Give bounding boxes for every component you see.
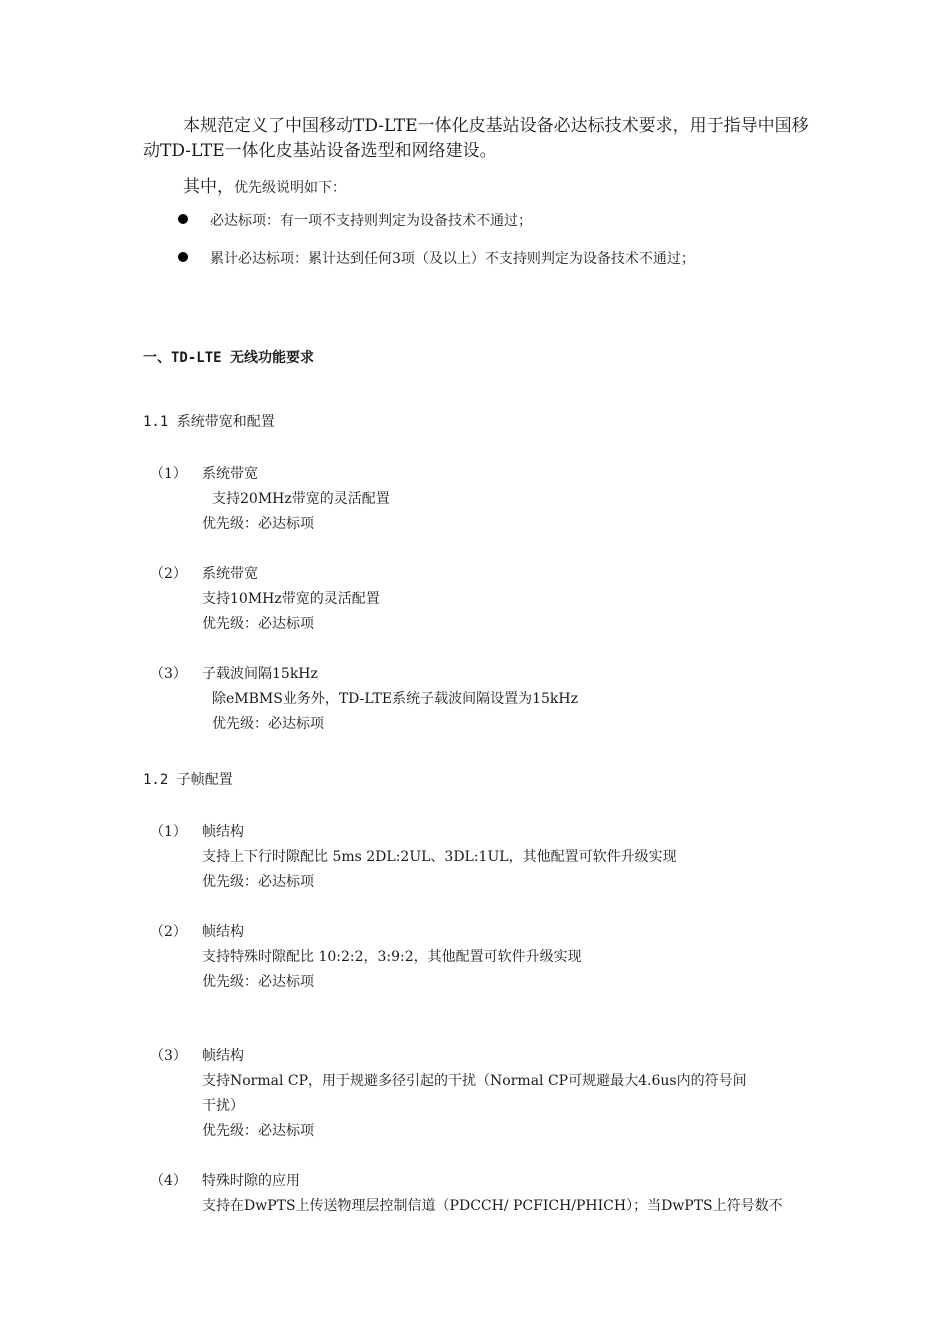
bullet-dot-icon bbox=[178, 214, 188, 224]
item-description: 支持上下行时隙配比 5ms 2DL:2UL、3DL:1UL，其他配置可软件升级实现 bbox=[202, 849, 677, 865]
subsection-heading: 1.2 子帧配置 bbox=[143, 772, 233, 788]
item-description-continued: 干扰） bbox=[202, 1098, 244, 1114]
priority-note-lead: 其中， bbox=[183, 177, 234, 197]
bullet-dot-icon bbox=[178, 252, 188, 262]
item-priority: 优先级：必达标项 bbox=[202, 874, 314, 890]
item-priority: 优先级：必达标项 bbox=[202, 516, 314, 532]
item-priority: 优先级：必达标项 bbox=[212, 716, 324, 732]
priority-note bbox=[183, 172, 346, 197]
item-title: 帧结构 bbox=[202, 824, 244, 840]
subsection-heading: 1.1 系统带宽和配置 bbox=[143, 414, 275, 430]
item-number: （1） bbox=[150, 466, 187, 482]
item-priority: 优先级：必达标项 bbox=[202, 974, 314, 990]
item-title: 特殊时隙的应用 bbox=[202, 1173, 300, 1189]
priority-note-text: 优先级说明如下： bbox=[234, 180, 346, 196]
item-number: （2） bbox=[150, 566, 187, 582]
item-title: 帧结构 bbox=[202, 1048, 244, 1064]
item-priority: 优先级：必达标项 bbox=[202, 616, 314, 632]
item-description: 支持特殊时隙配比 10:2:2，3:9:2，其他配置可软件升级实现 bbox=[202, 949, 582, 965]
item-title: 系统带宽 bbox=[202, 566, 258, 582]
item-number: （4） bbox=[150, 1173, 187, 1189]
bullet-text: 必达标项：有一项不支持则判定为设备技术不通过； bbox=[210, 213, 532, 229]
item-title: 系统带宽 bbox=[202, 466, 258, 482]
item-number: （2） bbox=[150, 924, 187, 940]
item-description: 支持Normal CP，用于规避多径引起的干扰（Normal CP可规避最大4.6us内的符号间 bbox=[202, 1073, 747, 1089]
item-priority: 优先级：必达标项 bbox=[202, 1123, 314, 1139]
item-number: （1） bbox=[150, 824, 187, 840]
bullet-text: 累计必达标项：累计达到任何3项（及以上）不支持则判定为设备技术不通过； bbox=[210, 251, 695, 267]
item-number: （3） bbox=[150, 666, 187, 682]
item-title: 子载波间隔15kHz bbox=[202, 666, 318, 682]
intro-paragraph: 本规范定义了中国移动TD-LTE一体化皮基站设备必达标技术要求，用于指导中国移动TD-LTE一体化皮基站设备选型和网络建设。 bbox=[143, 116, 809, 161]
item-description: 除eMBMS业务外，TD-LTE系统子载波间隔设置为15kHz bbox=[212, 691, 578, 707]
bullet-item bbox=[178, 248, 695, 268]
item-number: （3） bbox=[150, 1048, 187, 1064]
section-heading: 一、TD-LTE 无线功能要求 bbox=[143, 350, 315, 366]
bullet-item bbox=[178, 210, 532, 230]
item-description: 支持10MHz带宽的灵活配置 bbox=[202, 591, 380, 607]
item-description: 支持20MHz带宽的灵活配置 bbox=[212, 491, 390, 507]
item-title: 帧结构 bbox=[202, 924, 244, 940]
item-description: 支持在DwPTS上传送物理层控制信道（PDCCH/ PCFICH/PHICH）；当DwPTS上符号数不 bbox=[202, 1198, 783, 1214]
